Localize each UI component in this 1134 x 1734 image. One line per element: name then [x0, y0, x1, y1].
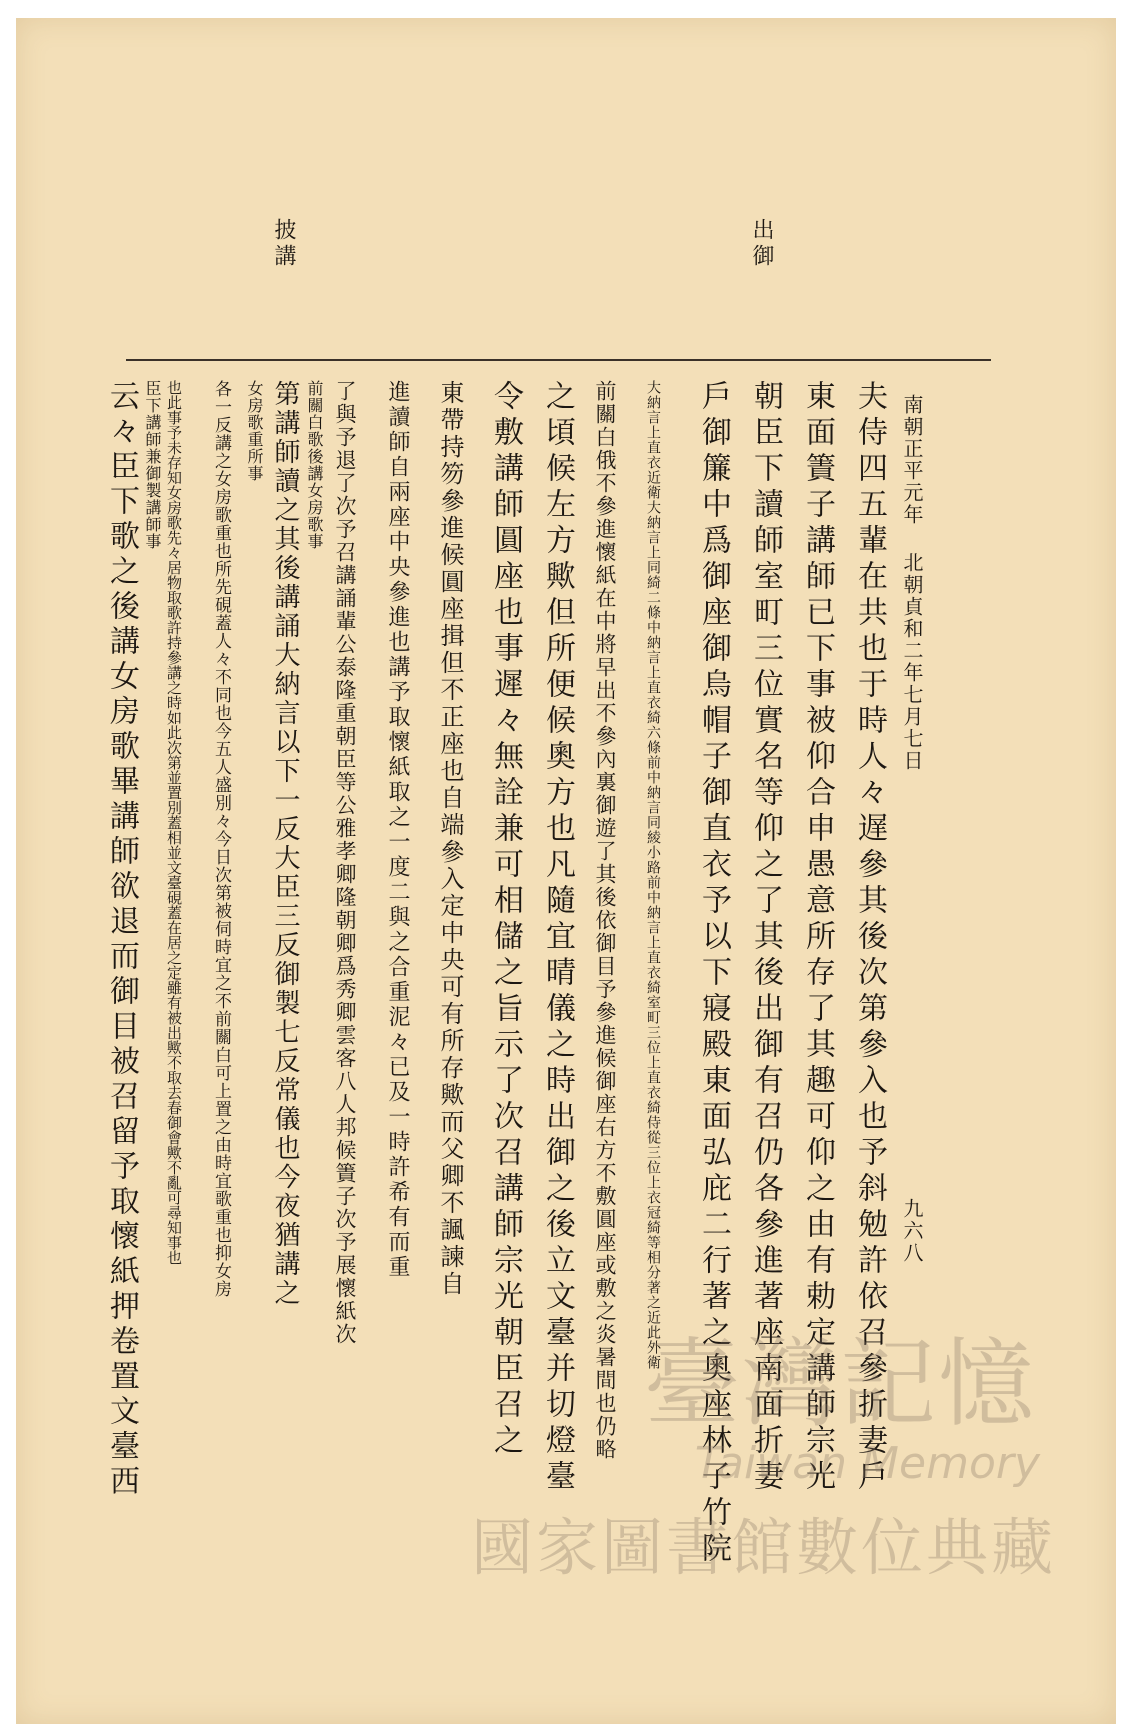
text-line: 前關白歌後講女房歌事 [305, 380, 324, 550]
page-number: 九六八 [900, 1198, 924, 1264]
text-line: 臣下講師兼御製講師事 [143, 380, 162, 550]
text-line: 大納言上直衣近衛大納言上同綺二條中納言上直衣綺六條前中納言同綾小路前中納言上直衣綺室町三位上直衣綺侍從三位上衣冠綺等相分著之近此外衛 [645, 380, 661, 1370]
text-line: 女房歌重所事 [245, 380, 264, 482]
text-line: 東面簀子講師已下事被仰合申愚意所存了其趣可仰之由有勅定講師宗光 [800, 380, 835, 1496]
text-line: 了與予退了次予召講誦輩公泰隆重朝臣等公雅孝卿隆朝卿爲秀卿雲客八人邦候簀子次予展懷紙次 [333, 380, 357, 1346]
text-line: 前關白俄不參進懷紙在中將早出不參內裏御遊了其後依御目予參進候御座右方不敷圓座或敷之炎暑間也仍略 [593, 380, 617, 1461]
text-line: 戶御簾中爲御座御烏帽子御直衣予以下寢殿東面弘庇二行著之奧座林子竹院 [696, 380, 731, 1568]
text-line: 朝臣下讀師室町三位實名等仰之了其後出御有召仍各參進著座南面折妻 [748, 380, 783, 1496]
watermark-chinese: 國家圖書館數位典藏 [470, 1511, 1056, 1584]
text-line: 各一反講之女房歌重也所先硯蓋人々不同也今五人盛別々今日次第被伺時宜之不前關白可上置之由時宜歌重也抑女房 [211, 380, 231, 1298]
text-line: 之頃候左方歟但所便候奧方也凡隨宜晴儀之時出御之後立文臺并切燈臺 [540, 380, 575, 1496]
watermark-english: Taiwan Memory [694, 1438, 1040, 1489]
text-line: 東帶持笏參進候圓座揖但不正座也自端參入定中央可有所存歟而父卿不諷諫自 [436, 380, 464, 1298]
watermark-script: 臺灣記憶 [644, 1328, 1036, 1440]
text-line: 夫侍四五輩在共也于時人々遅參其後次第參入也予斜勉許依召參折妻戶 [852, 380, 887, 1496]
text-line: 也此事予未存知女房歌先々居物取歌許持參講之時如此次第並置別蓋相並文臺硯蓋在居之定雖有被出歟不取去春御會歟不亂可尋知事也 [165, 380, 183, 1265]
text-line: 第講師讀之其後講誦大納言以下一反大臣三反御製七反常儀也今夜猶講之 [270, 380, 300, 1308]
paper-sheet [16, 18, 1116, 1724]
library-watermark [470, 1308, 1076, 1628]
horizontal-rule [126, 359, 991, 361]
upper-note-shutsugyo: 出御 [749, 218, 774, 270]
running-title: 南朝正平元年 北朝貞和二年七月七日 [900, 394, 924, 772]
text-line: 進讀師自兩座中央參進也講予取懷紙取之一度二與之合重泥々已及一時許希有而重 [385, 380, 410, 1280]
text-line: 令敷講師圓座也事遲々無詮兼可相儲之旨示了次召講師宗光朝臣召之 [488, 380, 523, 1460]
text-line: 云々臣下歌之後講女房歌畢講師欲退而御目被召留予取懷紙押卷置文臺西 [104, 380, 139, 1500]
upper-note-hikou: 披講 [271, 218, 296, 270]
